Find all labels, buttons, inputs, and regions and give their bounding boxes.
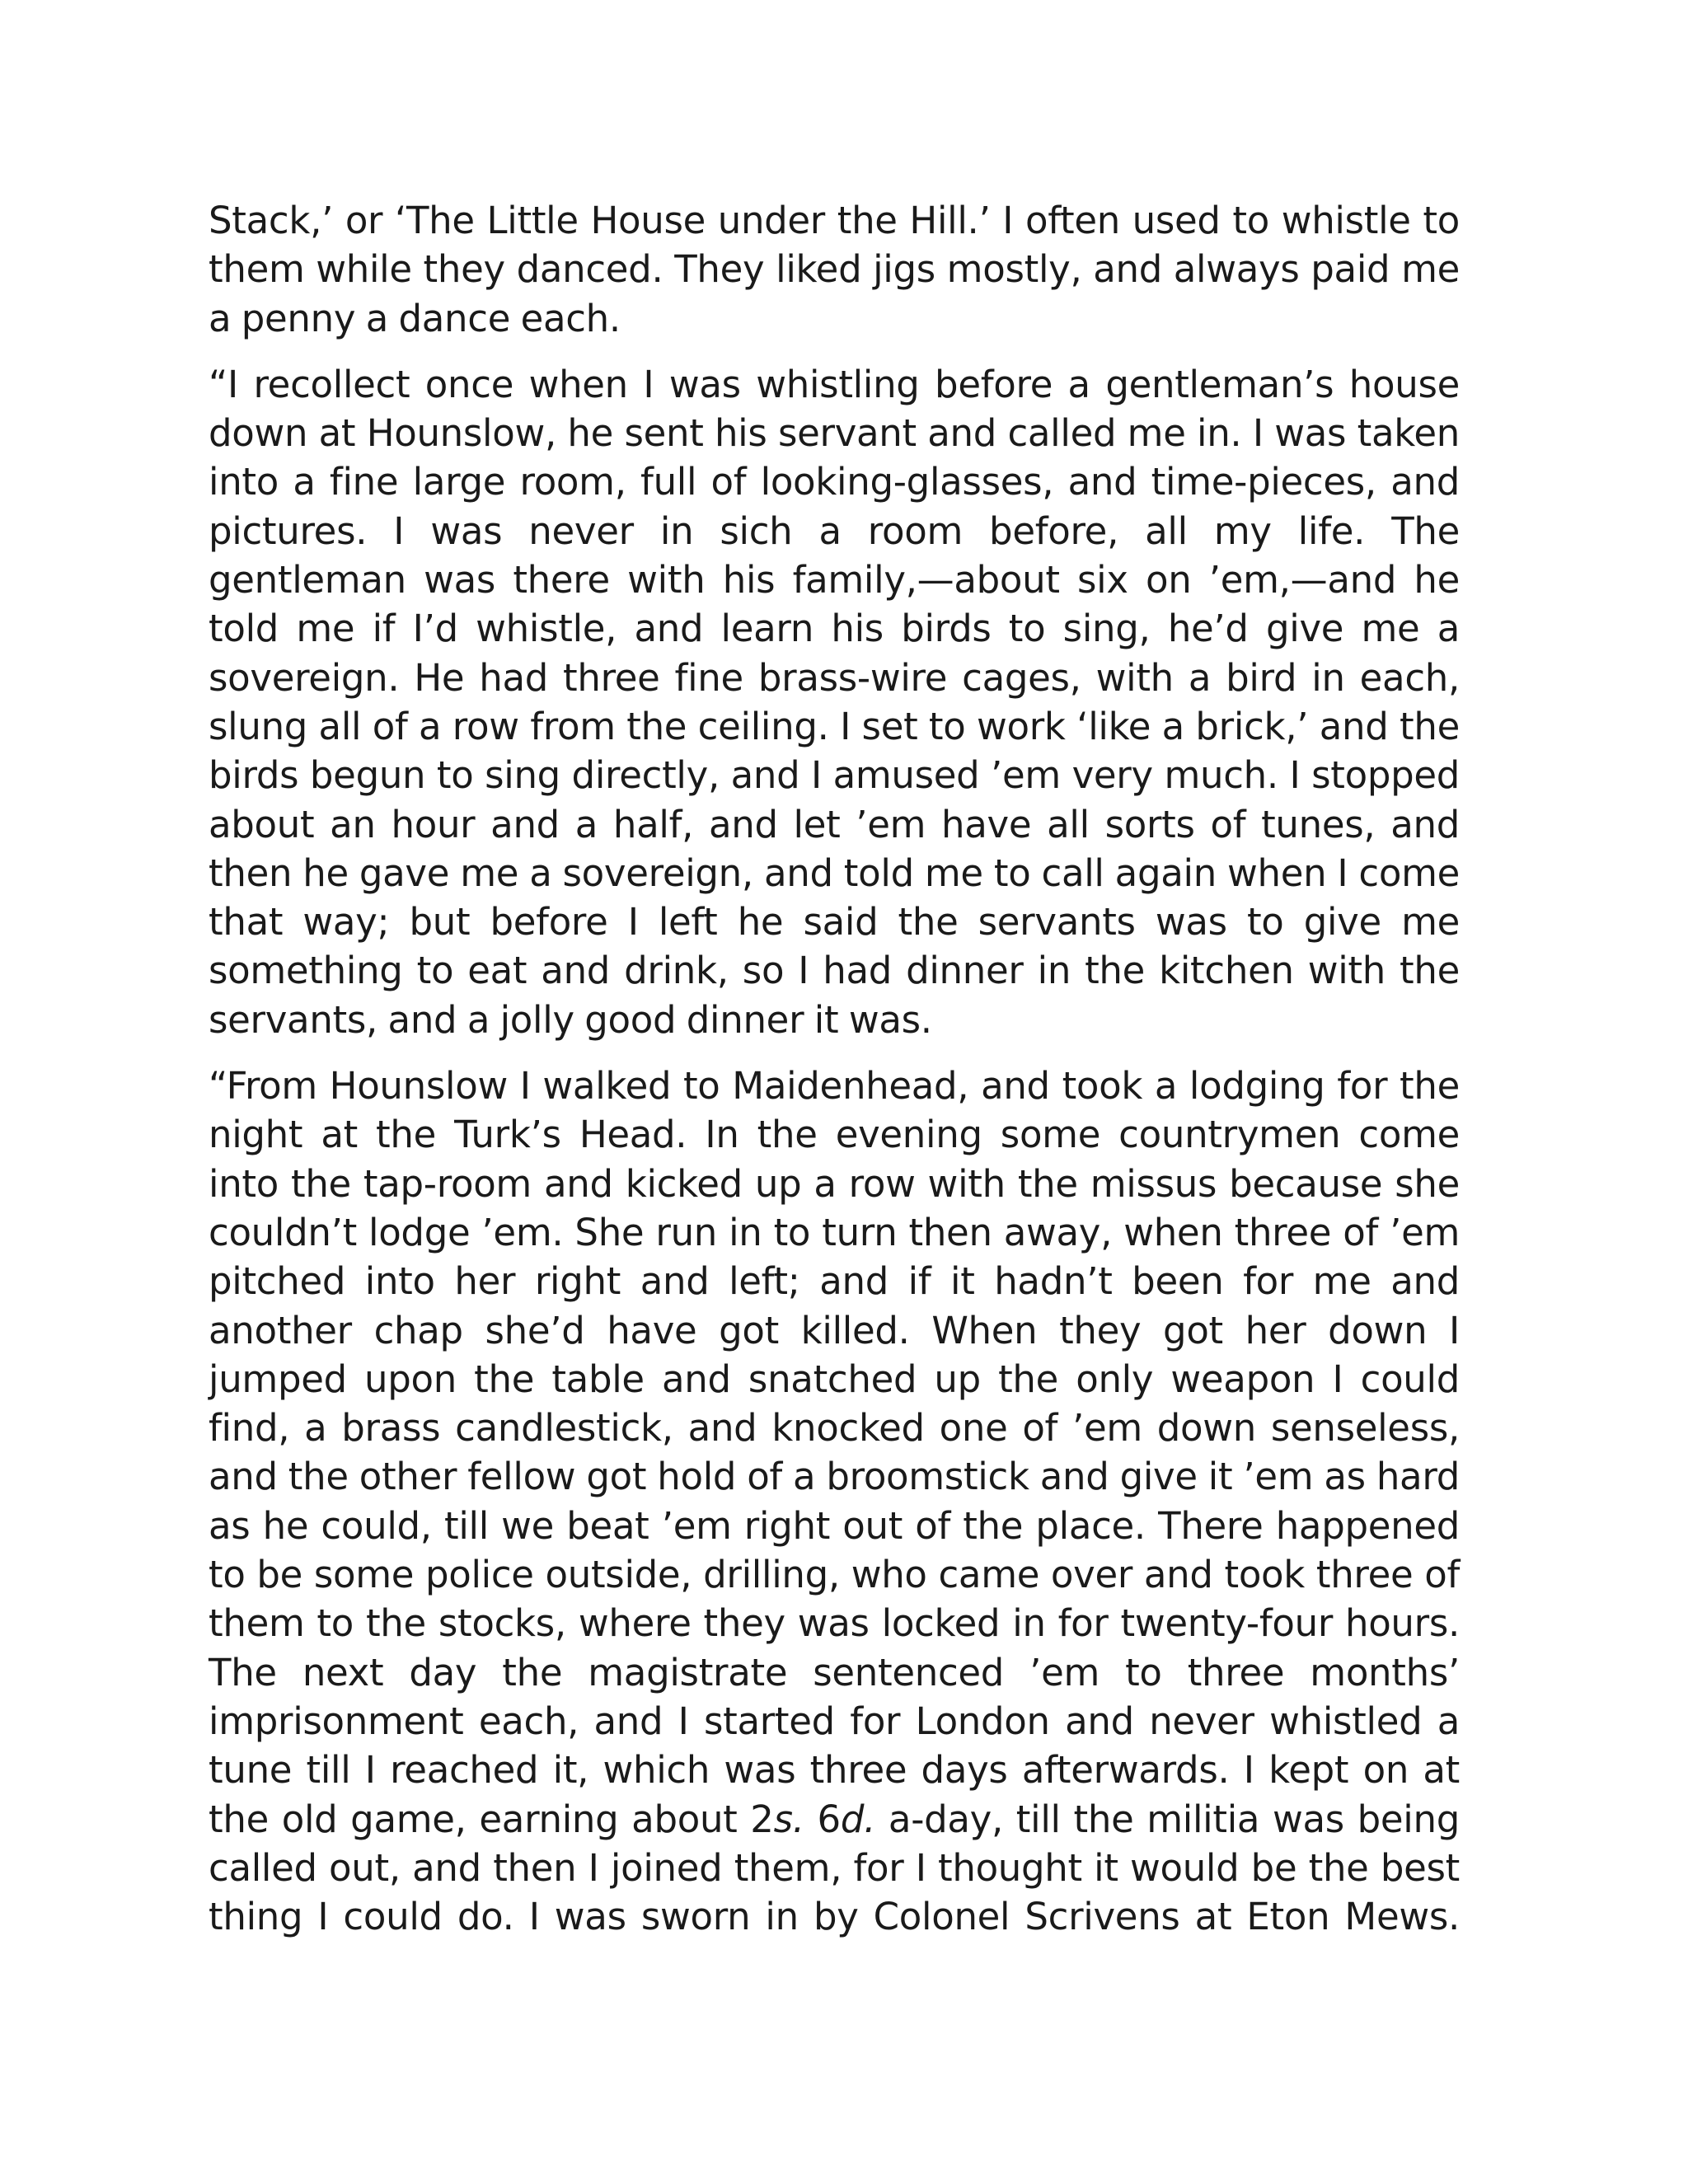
paragraph [209,1062,1460,1941]
paragraph-text: 6 [804,1797,841,1841]
document-page [209,196,1460,1958]
paragraph-text: a-day, till the militia was being called out, and then I joined them, for I thought it would be the best thing I could do. I was sworn in by Colonel Scrivens at Eton Mews. [209,1797,1460,1939]
paragraph-text: Stack,’ or ‘The Little House under the Hill.’ I often used to whistle to them while they danced. They liked jigs mostly, and always paid me a penny a dance each. [209,199,1460,340]
paragraph-text: “I recollect once when I was whistling before a gentleman’s house down at Hounslow, he sent his servant and called me in. I was taken into a fine large room, full of looking-glasses, and time-pieces, and pictures. I was never in sich a room before, all my life. The gentleman was there with his family,—about six on ’em,—and he told me if I’d whistle, and learn his birds to sing, he’d give me a sovereign. He had three fine brass-wire cages, with a bird in each, slung all of a row from the ceiling. I set to work ‘like a brick,’ and the birds begun to sing directly, and I amused ’em very much. I stopped about an hour and a half, and let ’em have all sorts of tunes, and then he gave me a sovereign, and told me to call again when I come that way; but before I left he said the servants was to give me something to eat and drink, so I had dinner in the kitchen with the servants, and a jolly good dinner it was. [209,362,1460,1042]
italic-abbreviation-pence: d. [840,1797,876,1841]
paragraph [209,196,1460,343]
italic-abbreviation-shillings: s. [773,1797,804,1841]
paragraph-text: “From Hounslow I walked to Maidenhead, and took a lodging for the night at the Turk’s Head. In the evening some countrymen come into the tap-room and kicked up a row with the missus because she couldn’t lodge ’em. She run in to turn then away, when three of ’em pitched into her right and left; and if it hadn’t been for me and another chap she’d have got killed. When they got her down I jumped upon the table and snatched up the only weapon I could find, a brass candlestick, and knocked one of ’em down senseless, and the other fellow got hold of a broomstick and give it ’em as hard as he could, till we beat ’em right out of the place. There happened to be some police outside, drilling, who came over and took three of them to the stocks, where they was locked in for twenty-four hours. The next day the magistrate sentenced ’em to three months’ imprisonment each, and I started for London and never whistled a tune till I reached it, which was three days afterwards. I kept on at the old game, earning about 2 [209,1064,1460,1841]
paragraph [209,360,1460,1044]
